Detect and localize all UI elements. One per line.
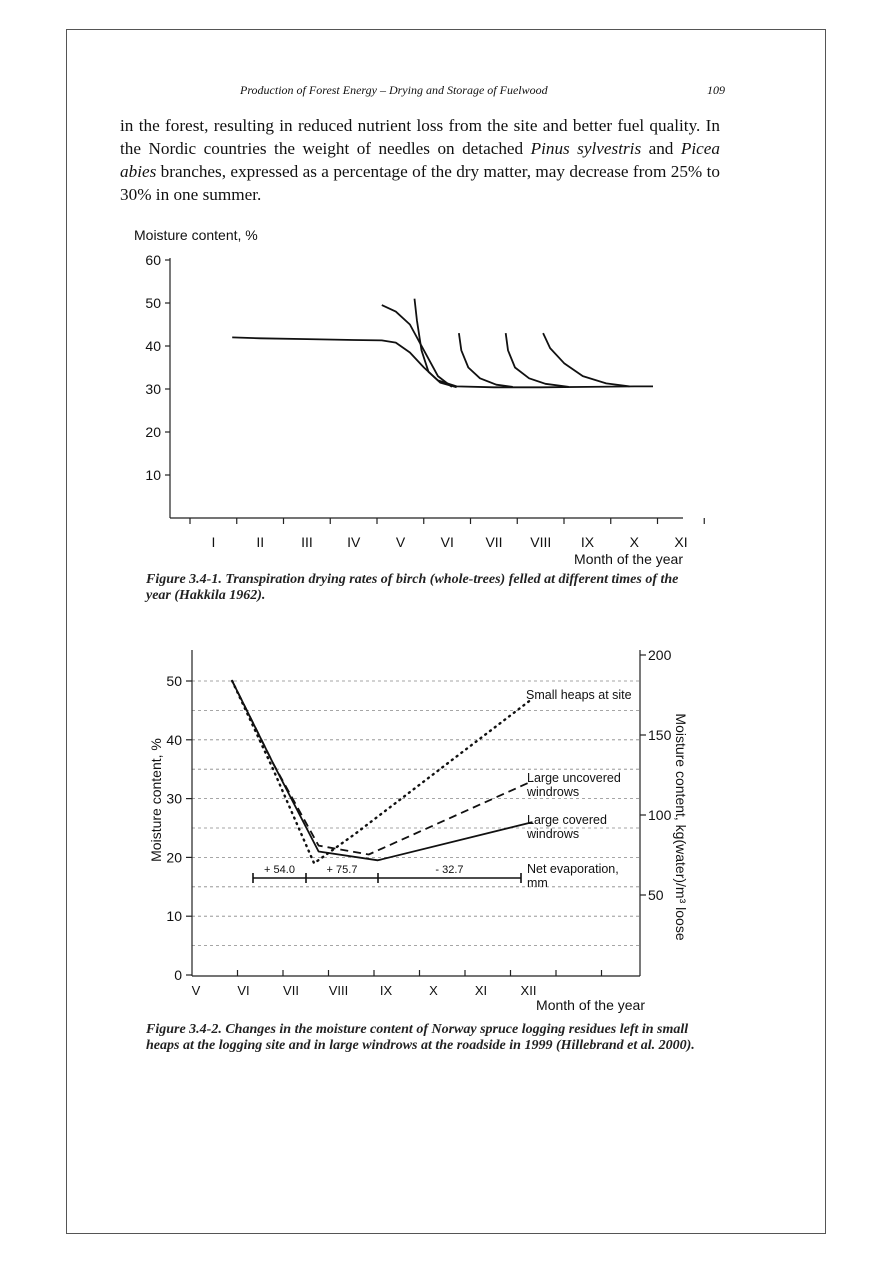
fig2-y-tick-label: 40 [166,731,182,748]
fig2-y2-tick-label: 50 [648,887,664,903]
figure2-caption: Figure 3.4-2. Changes in the moisture content of Norway spruce logging residues left in small heaps at the logging site and in large windrows at the roadside in 1999 (Hillebrand et al. 2000). [146,1022,695,1053]
fig2-y2-tick-label: 150 [648,727,672,743]
net-evaporation-segment-label: + 75.7 [326,864,358,876]
fig1-x-axis-title: Month of the year [574,551,683,567]
fig2-x-tick-label: IX [379,983,393,998]
net-evaporation-segment-label: + 54.0 [264,864,295,876]
fig1-y-tick-label: 50 [145,295,161,311]
fig2-y2-axis-title: Moisture content, kg(water)/m³ loose [673,713,689,941]
fig1-x-tick-label: V [395,534,406,550]
fig2-y-tick-label: 50 [166,673,182,689]
page-number: 109 [707,83,725,97]
fig2-series-large-uncovered-windrows [232,681,532,855]
paragraph-text-1: in the forest, resulting in reduced nutrient loss from the site and better fuel quality. In the Nordic countries the weight of needles on detached [120,116,720,158]
legend-covered-windrows: Large covered windrows [527,813,607,841]
paragraph-text-2: and [641,139,681,158]
fig2-y-tick-label: 10 [166,908,182,925]
running-title: Production of Forest Energy – Drying and Storage of Fuelwood [240,83,548,97]
fig1-x-tick-label: III [301,534,313,550]
fig1-y-tick-label: 10 [145,467,161,483]
fig1-x-tick-label: IV [347,534,361,550]
net-evaporation-segment-label: - 32.7 [435,864,464,876]
fig2-y2-tick-label: 200 [648,647,672,663]
fig2-y-tick-label: 30 [166,790,182,807]
fig1-y-axis-title: Moisture content, % [134,227,258,243]
species-pinus: Pinus sylvestris [530,139,642,158]
fig1-x-tick-label: VII [485,534,503,550]
fig2-y2-tick-label: 100 [648,807,672,823]
fig2-x-tick-label: V [191,983,201,998]
fig2-x-tick-label: VI [237,983,250,998]
fig2-y-tick-label: 20 [166,849,182,866]
fig2-x-tick-label: XI [474,983,488,998]
legend-uncovered-windrows: Large uncovered windrows [527,771,621,799]
fig1-x-tick-label: VI [440,534,454,550]
fig1-y-tick-label: 40 [145,338,161,354]
fig2-x-axis-title: Month of the year [536,997,645,1013]
fig1-x-tick-label: IX [580,534,595,550]
fig2-x-tick-label: VII [283,983,299,998]
fig1-y-tick-label: 20 [145,424,161,440]
paragraph-text-3: branches, expressed as a percentage of the dry matter, may decrease from 25% to 30% in one summer. [120,162,720,204]
fig1-x-tick-label: XI [674,534,688,550]
fig1-x-tick-label: VIII [530,534,552,550]
fig1-y-tick-label: 30 [145,381,161,397]
fig1-x-tick-label: X [629,534,639,550]
fig1-x-tick-label: I [211,534,216,550]
fig2-x-tick-label: X [429,983,438,998]
legend-small-heaps: Small heaps at site [526,688,632,702]
fig1-y-tick-label: 60 [145,252,161,268]
legend-net-evaporation: Net evaporation, mm [527,862,619,890]
fig2-y-axis-title: Moisture content, % [148,738,164,862]
fig2-series-large-covered-windrows [232,681,532,860]
fig2-x-tick-label: XII [520,983,537,998]
fig2-y-tick-label: 0 [174,967,182,983]
fig1-x-tick-label: II [256,534,265,550]
figure1-caption: Figure 3.4-1. Transpiration drying rates of birch (whole-trees) felled at different times of the year (Hakkila 1962). [146,572,679,603]
species-picea: Picea abies [120,139,720,181]
fig2-x-tick-label: VIII [328,983,349,998]
